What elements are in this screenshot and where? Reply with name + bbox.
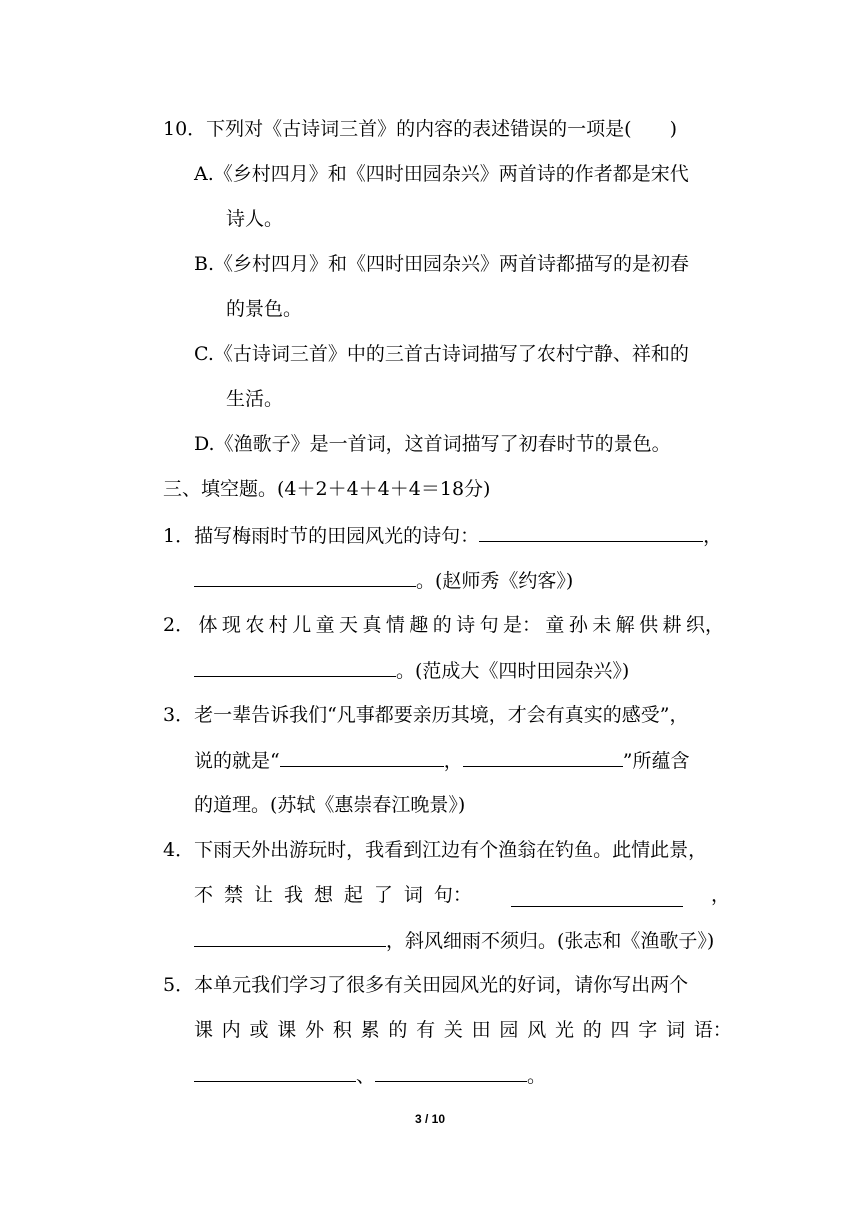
- fill-1-source: 。(赵师秀《约客》): [416, 570, 574, 592]
- fill-5-word: 或: [249, 1019, 269, 1041]
- q10-stem: 10．下列对《古诗词三首》的内容的表述错误的一项是( ): [163, 118, 678, 140]
- fill-4-source: ，斜风细雨不须归。(张志和《渔歌子》): [386, 930, 715, 952]
- fill-2-word: 农: [245, 614, 265, 636]
- fill-2-word: 情: [385, 614, 405, 636]
- fill-5-word: 外: [305, 1019, 325, 1041]
- fill-1-prompt: 1．描写梅雨时节的田园风光的诗句：: [163, 525, 480, 547]
- fill-4-line-3: [194, 928, 714, 953]
- fill-2-word: 供: [639, 614, 659, 636]
- fill-5-word: 的: [582, 1019, 602, 1041]
- fill-3-text-a: 说的就是“: [194, 750, 280, 772]
- fill-5-word: 四: [610, 1019, 630, 1041]
- fill-1-line-2: [194, 568, 573, 593]
- fill-2-word: 趣: [409, 614, 429, 636]
- fill-2-word: 真: [362, 614, 382, 636]
- q10-option-b-cont: 的景色。: [226, 298, 303, 320]
- fill-4-spaced-text: [194, 883, 472, 907]
- fill-5-period: 。: [527, 1065, 547, 1087]
- fill-1-blank-2[interactable]: [194, 568, 416, 587]
- fill-5-word: 词: [666, 1019, 686, 1041]
- fill-5-word: 的: [388, 1019, 408, 1041]
- q10-option-c: C.《古诗词三首》中的三首古诗词描写了农村宁静、祥和的: [194, 343, 689, 365]
- fill-5-line-1: 5．本单元我们学习了很多有关田园风光的好词，请你写出两个: [163, 974, 689, 996]
- fill-5-word: 风: [527, 1019, 547, 1041]
- fill-5-word: 田: [471, 1019, 491, 1041]
- fill-3-line-2: [194, 748, 689, 773]
- fill-2-word: 孙: [568, 614, 588, 636]
- fill-2-word: 诗: [456, 614, 476, 636]
- fill-2-word: 童: [315, 614, 335, 636]
- fill-4-line-2: [194, 883, 730, 907]
- fill-3-blank-2[interactable]: [463, 748, 623, 767]
- q10-option-b: B.《乡村四月》和《四时田园杂兴》两首诗都描写的是初春: [194, 253, 690, 275]
- fill-2-word: 现: [221, 614, 241, 636]
- fill-5-word: 课: [277, 1019, 297, 1041]
- fill-2-source: 。(范成大《四时田园杂兴》): [396, 660, 630, 682]
- fill-2-word: 天: [339, 614, 359, 636]
- fill-2-word: 耕: [662, 614, 682, 636]
- fill-5-word: 内: [221, 1019, 241, 1041]
- q10-option-a: A.《乡村四月》和《四时田园杂兴》两首诗的作者都是宋代: [194, 163, 689, 185]
- fill-5-separator: 、: [356, 1065, 376, 1087]
- fill-2-word: 解: [615, 614, 635, 636]
- fill-2-word: 的: [432, 614, 452, 636]
- fill-3-text-c: ”所蕴含: [622, 750, 690, 772]
- fill-1-comma: ，: [703, 525, 723, 547]
- fill-5-word: 积: [332, 1019, 352, 1041]
- fill-4-blank-1[interactable]: [511, 888, 683, 907]
- fill-5-word: 字: [638, 1019, 658, 1041]
- fill-4-line-1: 4．下雨天外出游玩时，我看到江边有个渔翁在钓鱼。此情此景，: [163, 839, 708, 861]
- fill-5-word: 光: [554, 1019, 574, 1041]
- fill-1-blank-1[interactable]: [479, 523, 703, 542]
- q10-option-d: D.《渔歌子》是一首词，这首词描写了初春时节的景色。: [194, 433, 671, 455]
- fill-4-word: 起: [343, 884, 363, 906]
- fill-4-word: 我: [283, 884, 303, 906]
- fill-2-line-2: [194, 658, 629, 683]
- fill-3-blank-1[interactable]: [280, 748, 444, 767]
- fill-5-blank-1[interactable]: [194, 1063, 356, 1082]
- fill-5-word: 园: [499, 1019, 519, 1041]
- fill-4-word: 想: [313, 884, 333, 906]
- fill-2-word: 体: [198, 614, 218, 636]
- page-number: 3 / 10: [414, 1112, 446, 1126]
- fill-4-word: 禁: [223, 884, 243, 906]
- fill-4-comma: ，: [710, 884, 730, 906]
- fill-2-word: 是：: [502, 614, 541, 636]
- fill-4-word: 让: [253, 884, 273, 906]
- fill-5-line-3: [194, 1063, 546, 1088]
- fill-2-word: 未: [592, 614, 612, 636]
- fill-3-comma: ，: [443, 750, 463, 772]
- q10-option-a-cont: 诗人。: [226, 208, 284, 230]
- fill-5-word: 累: [360, 1019, 380, 1041]
- fill-2-word: 句: [479, 614, 499, 636]
- fill-2-line-1: [163, 613, 724, 637]
- q10-option-c-cont: 生活。: [226, 388, 284, 410]
- fill-2-word: 2．: [163, 614, 195, 636]
- fill-4-word: 词: [403, 884, 423, 906]
- fill-3-line-3: 的道理。(苏轼《惠崇春江晚景》): [194, 794, 466, 816]
- fill-5-word: 关: [443, 1019, 463, 1041]
- section-heading: 三、填空题。(4＋2＋4＋4＋4＝18分): [163, 478, 491, 500]
- fill-4-blank-2[interactable]: [194, 928, 386, 947]
- fill-2-blank[interactable]: [194, 658, 396, 677]
- fill-2-word: 村: [268, 614, 288, 636]
- fill-5-word: 语：: [693, 1019, 732, 1041]
- fill-4-word: 句：: [433, 884, 472, 906]
- fill-5-blank-2[interactable]: [375, 1063, 527, 1082]
- fill-4-word: 不: [194, 884, 214, 906]
- fill-5-line-2: [194, 1018, 732, 1042]
- fill-5-word: 有: [416, 1019, 436, 1041]
- fill-2-word: 童: [545, 614, 565, 636]
- fill-4-word: 了: [373, 884, 393, 906]
- fill-1-line-1: [163, 523, 722, 548]
- fill-3-line-1: 3．老一辈告诉我们“凡事都要亲历其境，才会有真实的感受”，: [163, 704, 689, 726]
- fill-2-word: 儿: [292, 614, 312, 636]
- fill-5-word: 课: [194, 1019, 214, 1041]
- fill-2-word: 织，: [685, 614, 724, 636]
